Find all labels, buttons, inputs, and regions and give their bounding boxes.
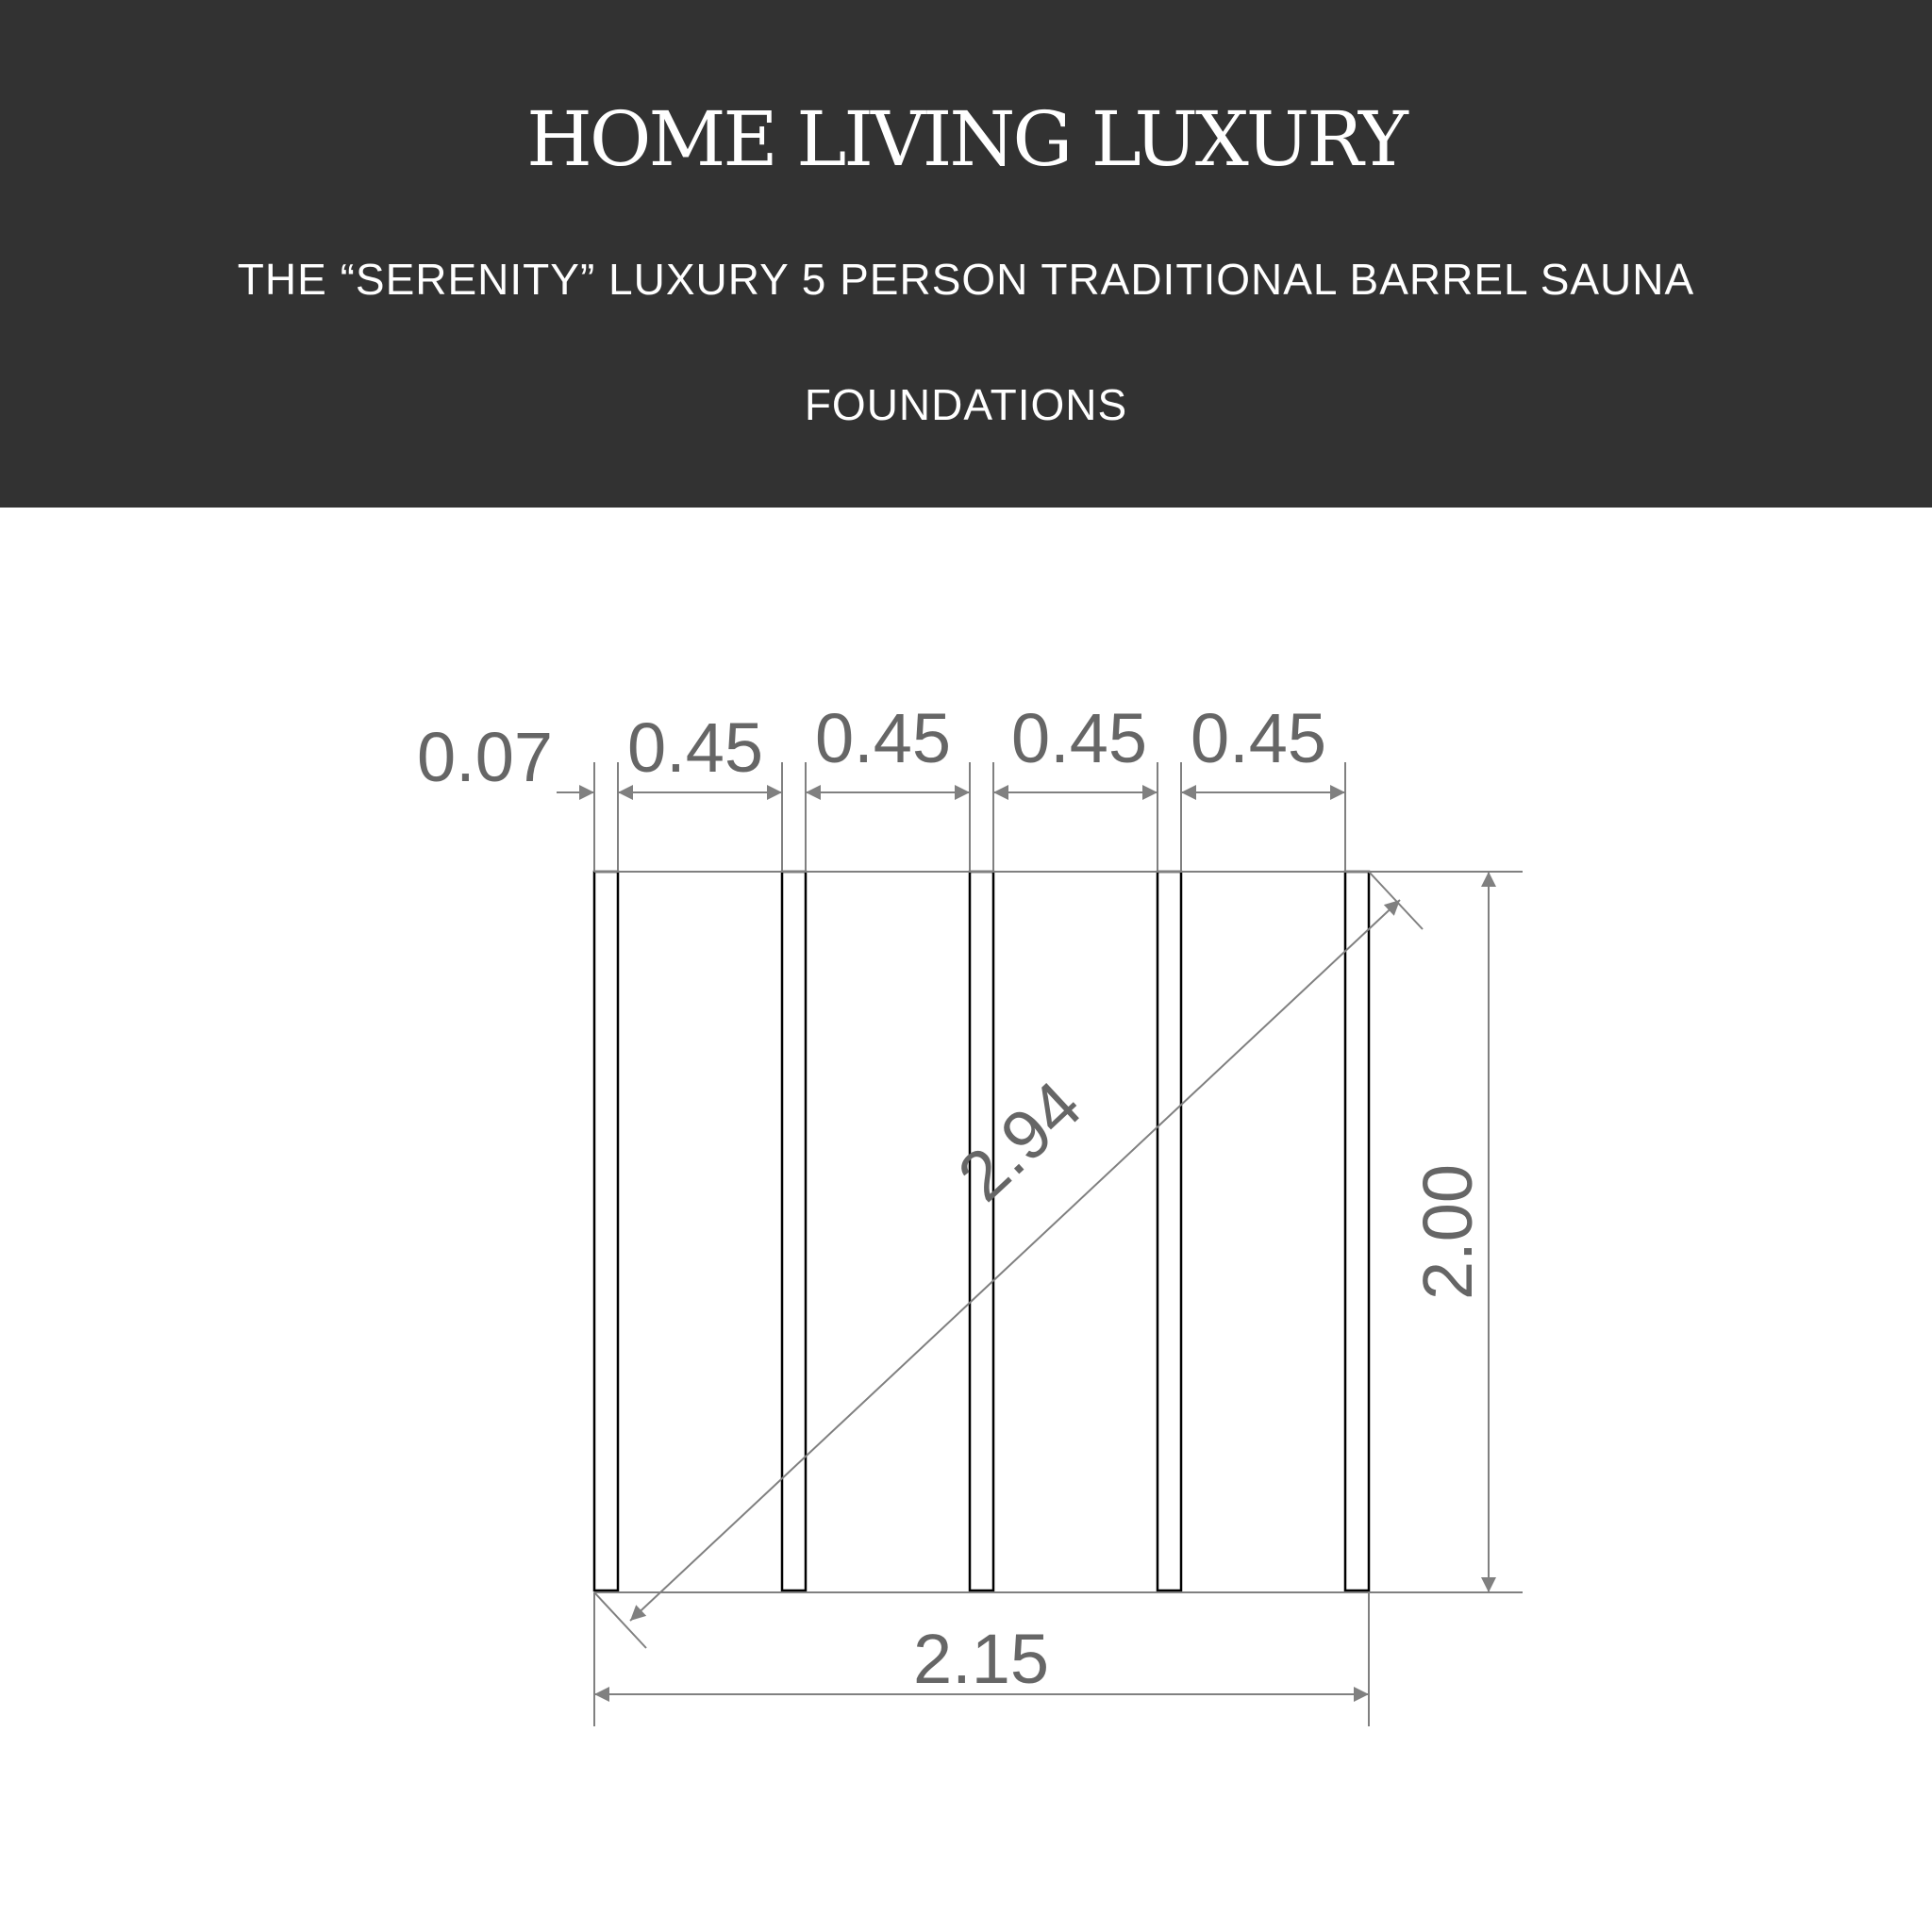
beam-width-label: 0.07	[417, 718, 554, 796]
reference-lines	[594, 872, 1523, 1592]
depth-label: 2.00	[1408, 1163, 1487, 1301]
foundation-beams	[594, 872, 1369, 1591]
diagonal-dimension	[594, 872, 1423, 1648]
overall-width-label: 2.15	[912, 1620, 1050, 1698]
spacing-label-1: 0.45	[627, 708, 764, 787]
beam-5	[1345, 872, 1369, 1591]
beam-1	[594, 872, 618, 1591]
spacing-label-3: 0.45	[1011, 699, 1148, 777]
spacing-label-4: 0.45	[1191, 699, 1327, 777]
diagonal-label: 2.94	[942, 1065, 1096, 1216]
spacing-label-2: 0.45	[815, 699, 952, 777]
product-title: THE “SERENITY” LUXURY 5 PERSON TRADITIONAL BARREL SAUNA	[237, 255, 1695, 304]
beam-2	[782, 872, 806, 1591]
beam-3	[970, 872, 993, 1591]
brand-title: HOME LIVING LUXURY	[526, 95, 1406, 183]
section-title: FOUNDATIONS	[804, 380, 1128, 429]
beam-4	[1158, 872, 1181, 1591]
